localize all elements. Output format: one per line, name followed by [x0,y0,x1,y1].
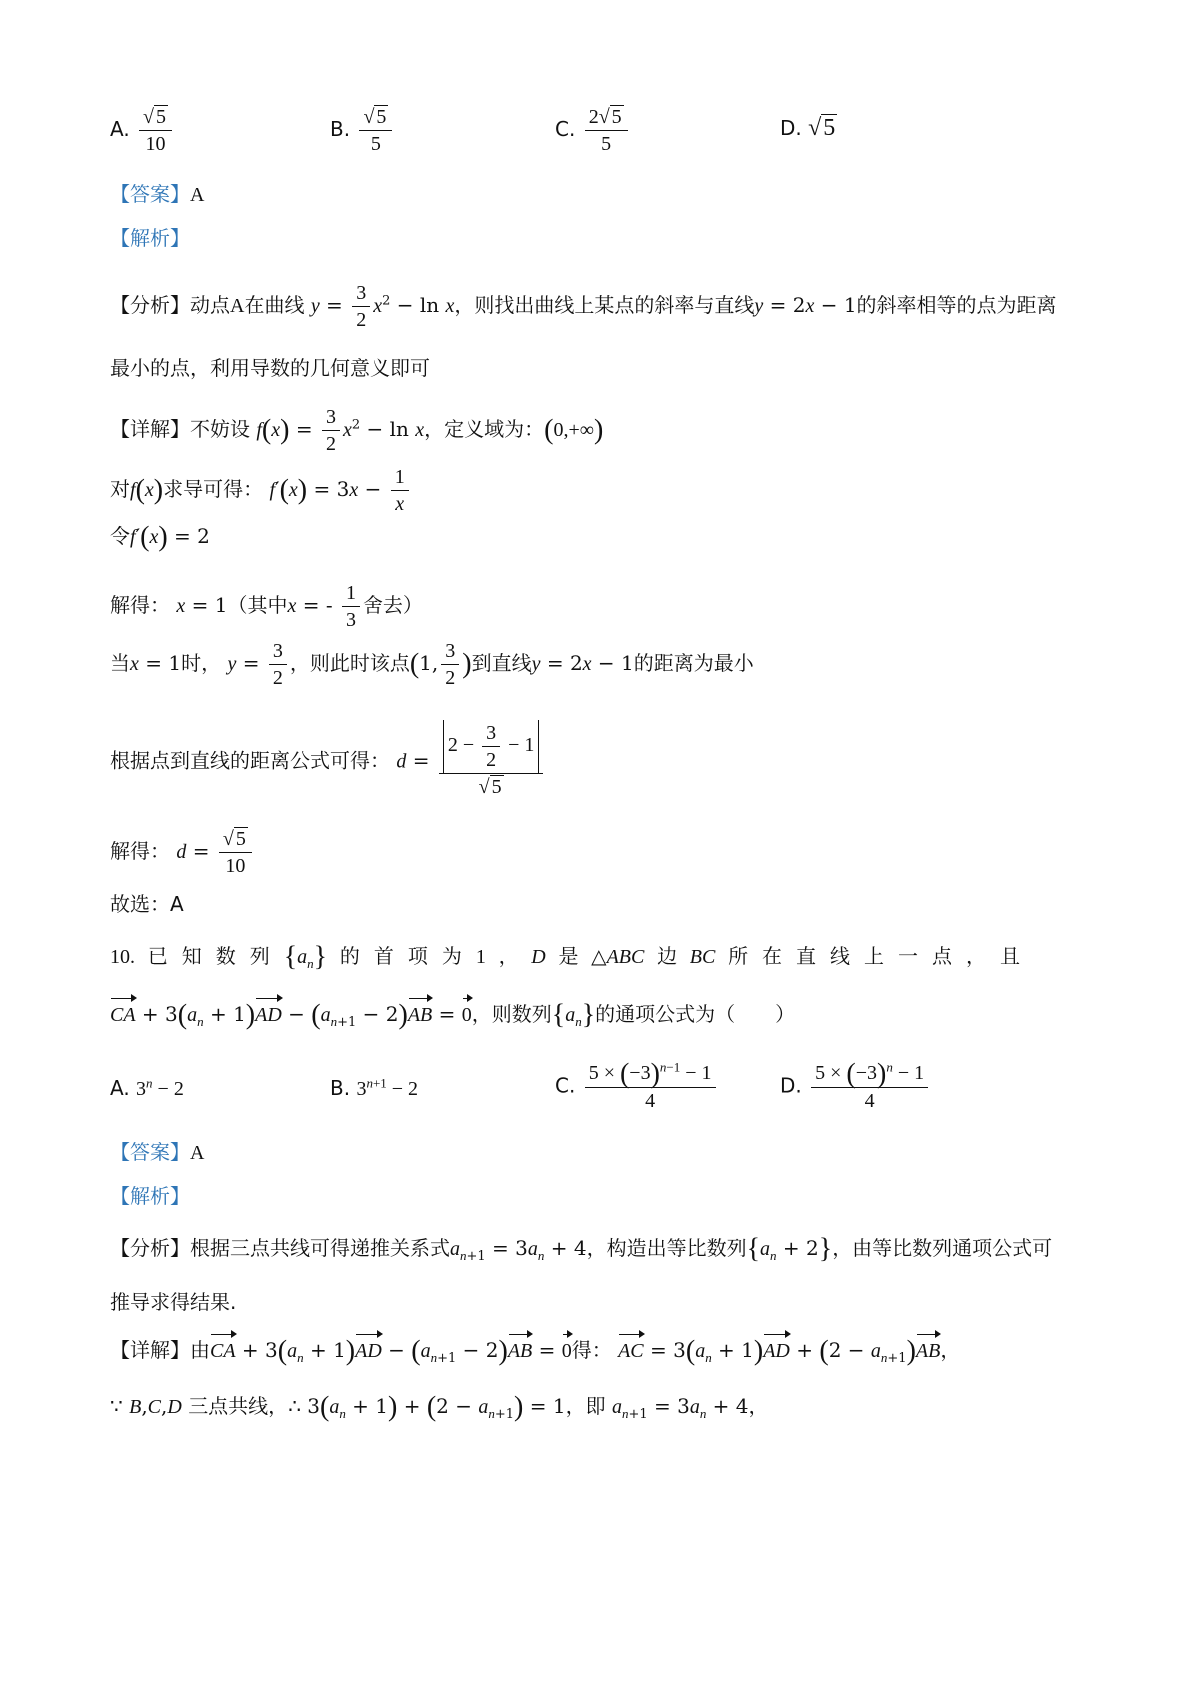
q10-option-a: A. $3^n - 2$ [110,1075,184,1100]
answer-tag: 【答案】 [110,182,190,206]
analysis-heading: 【解析】 [110,226,190,250]
q10-analysis-heading: 【解析】 [110,1184,190,1208]
fenxi-line: 【分析】动点A在曲线 y = $\frac{3}{2}$ $x^2 - \ln x$，则找出曲线上某点的斜率与直线y = 2x − 1的斜率相等的点为距离 [110,282,1057,331]
fraction: $\frac{2√ 5}{5}$ [585,104,628,157]
detail-line-3: 令f′(x) = 2 [110,521,210,553]
q10-fenxi-line: 【分析】根据三点共线可得递推关系式$a_{n+1} = 3a_n + 4$，构造出等比数列$\{a_n + 2\}$，由等比数列通项公式可 [110,1233,1053,1265]
q10-option-b: B. $3^{n+1} - 2$ [330,1075,419,1100]
detail-line-7: 解得： d = $\frac{√ 5}{10}$ [110,826,255,879]
option-letter: A. [110,117,130,141]
q10-detail-line-1: 【详解】由CA + $3(a_n + 1)AD - (a_{n+1} - 2)AB = 0$得： AC = $3(a_n + 1)AD + (2 - a_{n+1})AB$， [110,1335,961,1367]
answer-value: A [190,184,205,206]
option-letter: B. [330,117,351,141]
option-letter: D. [780,116,802,140]
option-d: D. √5 [780,115,836,141]
answer-line [110,180,204,209]
fenxi-line-2: 最小的点，利用导数的几何意义即可 [110,356,430,380]
fraction: $\frac{√ 5}{5}$ [359,104,392,157]
option-a [110,104,175,157]
q10-answer-line: 【答案】A [110,1140,205,1164]
q10-stem-line-1: 10. 已知数列$\{a_n\}$ 的首项为1 ， D 是 △ABC 边 BC 所在直线上一点，且 [110,941,1035,973]
detail-line-1: 【详解】不妨设 f(x) = $\frac{3}{2}$ $x^2 - \ln x$，定义域为：(0,+∞) [110,406,604,455]
detail-line-4: 解得： x = 1（其中x = - $\frac{1}{3}$ 舍去） [110,582,423,631]
detail-line-8: 故选：A [110,892,184,916]
detail-line-2: 对f(x)求导可得： f′(x) = 3x − $\frac{1}{x}$ [110,464,412,517]
q10-fenxi-line-2: 推导求得结果. [110,1290,237,1314]
option-b [330,104,395,157]
q10-stem-line-2: CA + $3(a_n + 1)AD - (a_{n+1} - 2)AB = 0$，则数列$\{a_n\}$的通项公式为（ ） [110,999,796,1031]
q10-detail-line-2: ∵ B,C,D 三点共线，∴ $3(a_n + 1) + (2 - a_{n+1}) = 1$，即 $a_{n+1} = 3a_n + 4$， [110,1391,769,1423]
option-c [555,104,631,157]
fraction: $\frac{√ 5}{10}$ [139,104,172,157]
q10-option-c: C. $\frac{5 \times (-3)^{n-1} - 1}{4}$ [555,1060,719,1114]
detail-line-6: 根据点到直线的距离公式可得： d = 2 − $\frac{3}{2}$ − 1 √ 5 [110,724,546,800]
q10-option-d: D. $\frac{5 \times (-3)^n - 1}{4}$ [780,1060,931,1114]
detail-line-5: 当x = 1时， y = $\frac{3}{2}$ ，则此时该点(1, $\frac{3}{2}$ )到直线y = 2x − 1的距离为最小 [110,640,754,689]
option-letter: C. [555,117,576,141]
